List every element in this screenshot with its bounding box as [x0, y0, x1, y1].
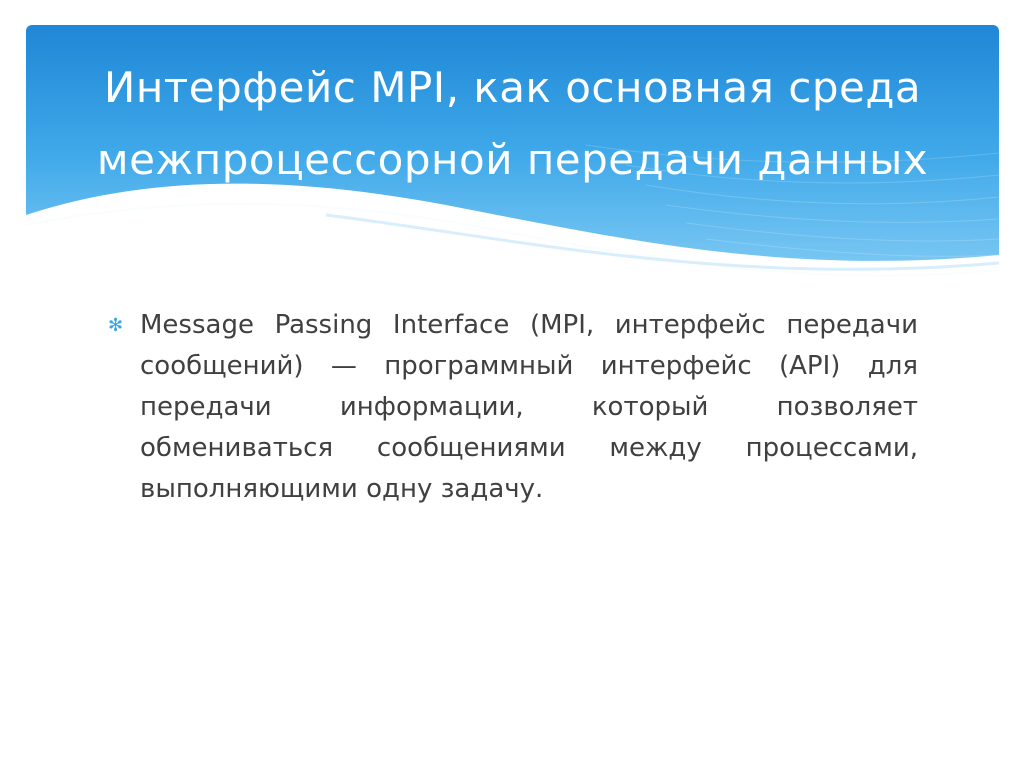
bullet-item [108, 305, 918, 510]
slide-title: Интерфейс MPI, как основная среда межпроцессорной передачи данных [96, 63, 929, 184]
asterisk-bullet-icon: ✻ [108, 315, 124, 336]
slide-content [108, 305, 918, 510]
bullet-text: Message Passing Interface (MPI, интерфейс передачи сообщений) — программный интерфейс (API) для передачи информации, который позволяет обмениваться сообщениями между процессами, выполняющими одну задачу. [140, 310, 918, 504]
